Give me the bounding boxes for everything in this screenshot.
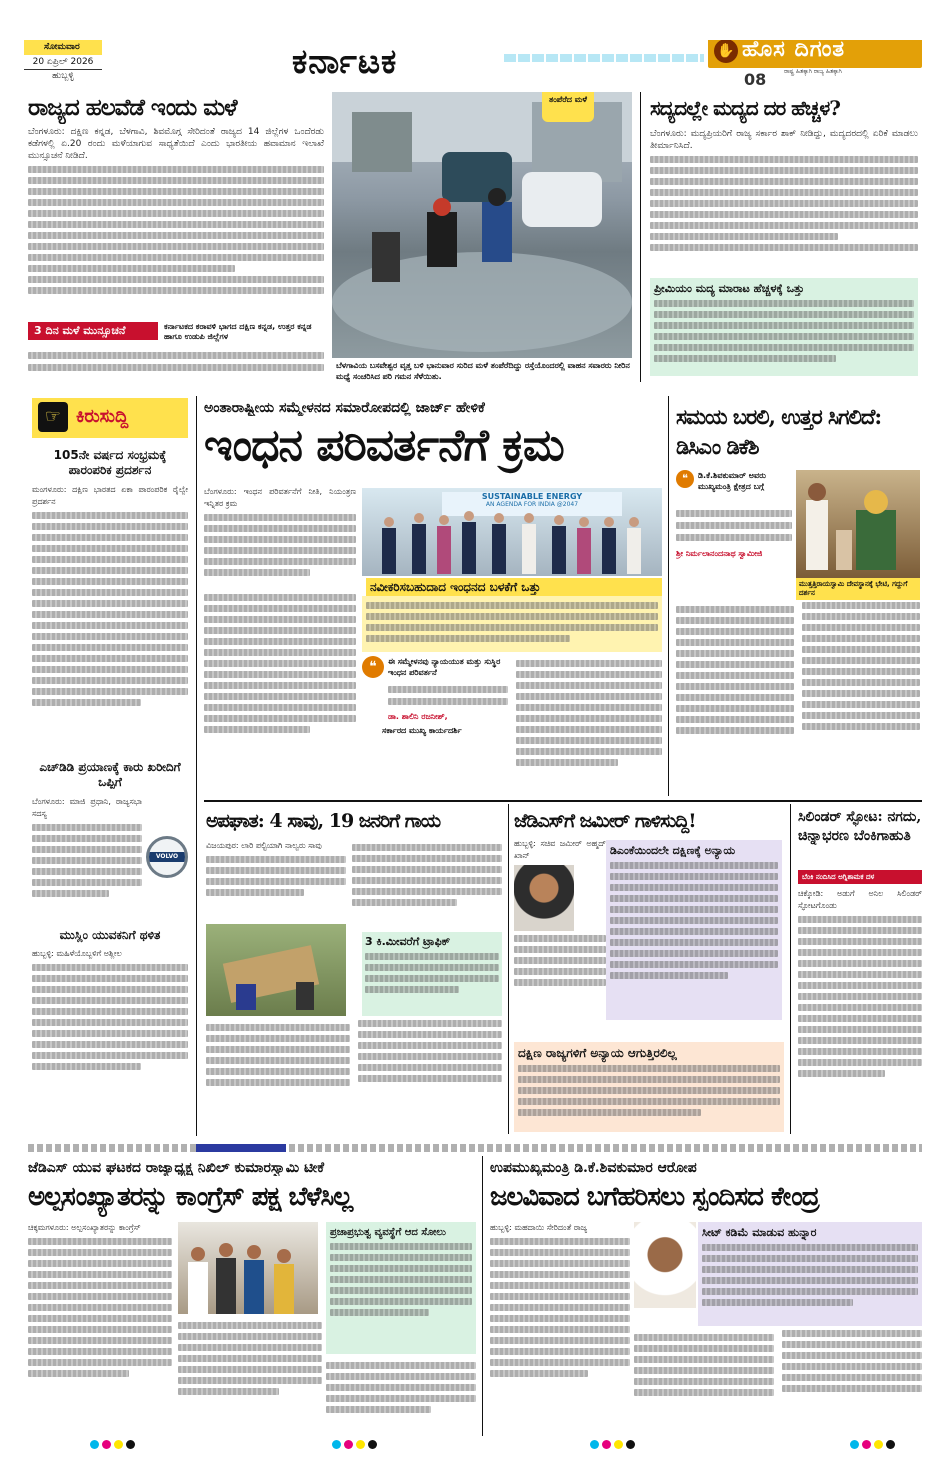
brand-tagline: ರಾಷ್ಟ್ರ ಹಿತಕ್ಕಾಗಿ ರಾಜ್ಯ ಹಿತಕ್ಕಾಗಿ <box>784 68 842 75</box>
congress-box-title: ಪ್ರಜಾಪ್ರಭುತ್ವ ವ್ಯವಸ್ಥೆಗೆ ಆದ ಸೋಲು <box>330 1227 446 1238</box>
col-divider <box>508 804 509 1134</box>
fuel-lead: ಬೆಂಗಳೂರು: ಇಂಧನ ಪರಿವರ್ತನೆಗೆ ನೀತಿ, ನಿಯಂತ್ರಣ ಇನ್ನಿತರ ಕ್ರಮ <box>204 487 356 508</box>
registration-marks <box>590 1440 635 1449</box>
jds-south-box <box>514 1042 784 1132</box>
liquor-sub: ಪ್ರೀಮಿಯಂ ಮದ್ಯ ಮಾರಾಟ ಹೆಚ್ಚಳಕ್ಕೆ ಒತ್ತು <box>654 282 805 295</box>
kirusuddi-h1: 105ನೇ ವರ್ಷದ ಸಂಭ್ರಮಕ್ಕೆ ಪಾರಂಪರಿಕ ಪ್ರದರ್ಶನ <box>53 448 167 477</box>
fuel-banner-line2: AN AGENDA FOR INDIA @2047 <box>485 501 579 508</box>
cylinder-lead: ಚಿಕ್ಕೋಡಿ: ಅಡುಗೆ ಅನಿಲ ಸಿಲಿಂಡರ್ ಸ್ಫೋಟಗೊಂಡು <box>798 889 922 910</box>
water-bottom <box>634 1330 922 1434</box>
accident-lead: ವಿಜಯಪುರ: ಲಾರಿ ಪಲ್ಟಿಯಾಗಿ ನಾಲ್ವರು ಸಾವು <box>206 841 322 850</box>
congress-box <box>326 1222 476 1354</box>
water-left <box>490 1222 630 1434</box>
registration-marks <box>850 1440 895 1449</box>
jds-box <box>606 840 782 1020</box>
registration-marks <box>90 1440 135 1449</box>
water-headline: ಜಲವಿವಾದ ಬಗೆಹರಿಸಲು ಸ್ಪಂದಿಸದ ಕೇಂದ್ರ <box>490 1182 819 1212</box>
jds-south: ದಕ್ಷಿಣ ರಾಜ್ಯಗಳಿಗೆ ಅನ್ಯಾಯ ಆಗುತ್ತಿರಲಿಲ್ಲ <box>518 1046 677 1060</box>
fuel-left-col <box>204 486 356 586</box>
brand-name: ಹೊಸ ದಿಗಂತ <box>742 40 846 62</box>
water-lead: ಹುಬ್ಬಳ್ಳಿ: ಮಹದಾಯಿ ಸೇರಿದಂತೆ ರಾಜ್ಯ <box>490 1223 588 1232</box>
jds-headline: ಜೆಡಿಎಸ್‌ಗೆ ಜಮೀರ್ ಗಾಳಿಸುದ್ದಿ! <box>514 810 696 832</box>
dcm-quote-box <box>676 470 792 596</box>
accident-photo <box>206 924 346 1016</box>
dcm-quote: ಡಿ.ಕೆ.ಶಿವಕುಮಾರ್ ಅವರು ಮುಖ್ಯಮಂತ್ರಿ ಕ್ಷೇತ್ರದ ಬಗ್ಗೆ <box>698 471 766 491</box>
dcm-photo <box>796 470 920 580</box>
accident-traffic: 3 ಕಿ.ಮೀವರೆಗೆ ಟ್ರಾಫಿಕ್ <box>365 935 451 948</box>
section-title: ಕರ್ನಾಟಕ <box>292 42 398 82</box>
bottom-separator <box>28 1144 922 1152</box>
fuel-quote-box <box>362 656 510 746</box>
accident-col <box>352 840 502 930</box>
col-divider <box>668 396 669 796</box>
section-rule <box>204 800 922 802</box>
kirusuddi-h1-lead: ಮಂಗಳೂರು: ದಕ್ಷಿಣ ಭಾರತದ ಏಕಾ ಪಾರಂಪರಿಕ ರೈಲ್ವೇ ಪ್ರದರ್ಶನ <box>32 485 188 506</box>
congress-lead: ಚಿಕ್ಕಮಗಳೂರು: ಅಲ್ಪಸಂಖ್ಯಾತರನ್ನು ಕಾಂಗ್ರೆಸ್ <box>28 1223 141 1232</box>
congress-mid <box>178 1318 322 1434</box>
rain-alert-label: 3 ದಿನ ಮಳೆ ಮುನ್ಸೂಚನೆ <box>28 322 158 340</box>
kirusuddi-h2: ಎಚ್‌ಡಿಡಿ ಪ್ರಯಾಣಕ್ಕೆ ಕಾರು ಖರೀದಿಗೆ ಒಪ್ಪಿಗೆ <box>39 760 181 789</box>
kirusuddi-label <box>32 398 188 438</box>
accident-headline: ಅಪಘಾತ: 4 ಸಾವು, 19 ಜನರಿಗೆ ಗಾಯ <box>206 810 441 832</box>
kirusuddi-body3 <box>32 948 188 1134</box>
congress-photo <box>178 1222 318 1314</box>
accident-photo-illustration <box>206 924 346 1016</box>
rain-photo-tag: ತಂಪೆರೆದ ಮಳೆ <box>542 92 594 122</box>
cylinder-body <box>798 888 922 1132</box>
masthead <box>24 40 922 92</box>
fuel-col2 <box>204 590 356 796</box>
quote-icon: ❝ <box>362 656 384 678</box>
fuel-col3 <box>516 656 662 796</box>
date-block <box>24 40 102 88</box>
liquor-lead: ಬೆಂಗಳೂರು: ಮದ್ಯಪ್ರಿಯರಿಗೆ ರಾಜ್ಯ ಸರ್ಕಾರ ಶಾಕ್ ನೀಡಿದ್ದು, ಮದ್ಯದರದಲ್ಲಿ ಏರಿಕೆ ಮಾಡಲು ತೀರ್ಮಾನಿಸಿದೆ. <box>650 129 918 151</box>
water-box-title: ಸೀಟ್ ಕಡಿಮೆ ಮಾಡುವ ಹುನ್ನಾರ <box>702 1226 817 1239</box>
registration-marks <box>332 1440 377 1449</box>
cylinder-headline: ಸಿಲಿಂಡರ್ ಸ್ಫೋಟ: ನಗದು, ಚಿನ್ನಾಭರಣ ಬೆಂಕಿಗಾಹುತಿ <box>798 809 922 844</box>
fuel-headline: ಇಂಧನ ಪರಿವರ್ತನೆಗೆ ಕ್ರಮ <box>204 420 564 471</box>
liquor-subbox <box>650 278 918 376</box>
fuel-kicker: ಅಂತಾರಾಷ್ಟ್ರೀಯ ಸಮ್ಮೇಳನದ ಸಮಾರೋಪದಲ್ಲಿ ಜಾರ್ಜ್ ಹೇಳಿಕೆ <box>204 400 485 416</box>
day-label: ಸೋಮವಾರ <box>24 40 102 55</box>
brand-icon: ✋ <box>714 40 738 63</box>
fuel-photo <box>362 488 662 576</box>
quote-icon: ❝ <box>676 470 694 488</box>
accident-traffic-box <box>362 932 502 1016</box>
jds-lead: ಹುಬ್ಬಳ್ಳಿ: ಸಚಿವ ಜಮೀರ್ ಅಹ್ಮದ್ ಖಾನ್ <box>514 839 606 860</box>
congress-headline: ಅಲ್ಪಸಂಖ್ಯಾತರನ್ನು ಕಾಂಗ್ರೆಸ್ ಪಕ್ಷ ಬೆಳೆಸಿಲ್ಲ <box>28 1182 353 1212</box>
rain-photo <box>332 92 632 358</box>
header-stripe <box>504 54 704 62</box>
date-label: 20 ಏಪ್ರಿಲ್ 2026 <box>32 57 94 67</box>
congress-photo-illustration <box>178 1222 318 1314</box>
fuel-quote-role: ಸರ್ಕಾರದ ಮುಖ್ಯ ಕಾರ್ಯದರ್ಶಿ <box>382 726 462 735</box>
kirusuddi-text: ಕಿರುಸುದ್ದಿ <box>76 406 129 427</box>
dcm-photo-illustration <box>796 470 920 580</box>
liquor-body <box>650 128 918 278</box>
rain-headline: ರಾಜ್ಯದ ಹಲವೆಡೆ ಇಂದು ಮಳೆ <box>28 94 237 121</box>
dcm-photo-caption: ಮುತ್ತತ್ತಿರಾಯಸ್ವಾಮಿ ದೇವಸ್ಥಾನಕ್ಕೆ ಭೇಟಿ, ಗದ್ದುಗೆ ದರ್ಶನ <box>796 578 920 600</box>
col-divider <box>196 396 197 1136</box>
accident-left <box>206 840 346 920</box>
kirusuddi-body1 <box>32 484 188 780</box>
water-box <box>698 1222 922 1326</box>
rain-photo-caption: ಬೆಳಗಾವಿಯ ಬಸವೇಶ್ವರ ವೃತ್ತ ಬಳಿ ಭಾನುವಾರ ಸುರಿದ ಮಳೆ ತಂಪೆರೆದಿದ್ದು ರಸ್ತೆಯೊಂದರಲ್ಲಿ ವಾಹನ ಸವಾರರು ನೀರಿನ ಮಧ್ಯೆ ಸಂಚರಿಸಿದ ಪರಿ ಗಮನ ಸೆಳೆಯಿತು. <box>336 361 630 381</box>
kirusuddi-h3: ಮುಸ್ಲಿಂ ಯುವಕನಿಗೆ ಥಳಿತ <box>59 928 161 942</box>
jds-left <box>514 838 606 1018</box>
fuel-banner-line1: SUSTAINABLE ENERGY <box>481 492 583 501</box>
bottom-separator-accent <box>196 1144 286 1152</box>
liquor-headline: ಸದ್ಯದಲ್ಲೇ ಮದ್ಯದ ದರ ಹೆಚ್ಚಳ? <box>650 96 841 120</box>
rain-alert-box <box>28 322 324 380</box>
water-kicker: ಉಪಮುಖ್ಯಮಂತ್ರಿ ಡಿ.ಕೆ.ಶಿವಕುಮಾರ ಆರೋಪ <box>490 1160 697 1176</box>
fuel-quote-by: ಡಾ. ಶಾಲಿನಿ ರಜನೀಶ್, <box>388 712 448 721</box>
accident-bottom <box>206 1020 502 1132</box>
cylinder-tag: ಬೆಂಕಿ ನಂದಿಸಿದ ಅಗ್ನಿಶಾಮಕ ದಳ <box>798 870 922 884</box>
fuel-photo-people <box>362 488 662 576</box>
dcm-quote-by: ಶ್ರೀ ನಿರ್ಮಲಾನಂದನಾಥ ಸ್ವಾಮೀಜಿ <box>676 549 763 558</box>
congress-right <box>326 1358 476 1434</box>
rain-lead: ಬೆಂಗಳೂರು: ದಕ್ಷಿಣ ಕನ್ನಡ, ಬೆಳಗಾವಿ, ಶಿವಮೊಗ್ಗ ಸೇರಿದಂತೆ ರಾಜ್ಯದ 14 ಜಿಲ್ಲೆಗಳ ಒಂದೆರಡು ಕಡೆಗಳಲ್ಲಿ ಏ.20 ರಂದು ಮಳೆಯಾಗುವ ಸಾಧ್ಯತೆಯಿದೆ ಎಂದು ಭಾರತೀಯ ಹವಾಮಾನ ಇಲಾಖೆ ಮುನ್ಸೂಚನೆ ನೀಡಿದೆ. <box>28 127 324 161</box>
city-label: ಹುಬ್ಬಳ್ಳಿ <box>24 69 102 83</box>
rain-alert-text: ಕರ್ನಾಟಕದ ಕರಾವಳಿ ಭಾಗದ ದಕ್ಷಿಣ ಕನ್ನಡ, ಉತ್ತರ ಕನ್ನಡ ಹಾಗೂ ಉಡುಪಿ ಜಿಲ್ಲೆಗಳ <box>164 322 312 341</box>
kirusuddi-h3-lead: ಹುಬ್ಬಳ್ಳಿ: ಮಹಿಳೆಯೊಬ್ಬಳಿಗೆ ಅಶ್ಲೀಲ <box>32 949 122 958</box>
fuel-subbody <box>362 596 662 652</box>
volvo-text: VOLVO <box>149 852 185 862</box>
col-divider <box>640 92 641 382</box>
kirusuddi-body2 <box>32 796 142 922</box>
jds-box-title: ಡಿಎಂಕೆಯಿಂದಲೇ ದಕ್ಷಿಣಕ್ಕೆ ಅನ್ಯಾಯ <box>610 844 736 857</box>
jds-portrait <box>514 865 574 931</box>
fuel-sub: ನವೀಕರಿಸಬಹುದಾದ ಇಂಧನದ ಬಳಕೆಗೆ ಒತ್ತು <box>366 578 662 597</box>
col-divider <box>482 1156 483 1436</box>
dcm-body <box>676 602 920 794</box>
kirusuddi-h2-lead: ಬೆಂಗಳೂರು: ಮಾಜಿ ಪ್ರಧಾನಿ, ರಾಜ್ಯಸಭಾ ಸದಸ್ಯ <box>32 797 142 818</box>
dcm-headline: ಸಮಯ ಬರಲಿ, ಉತ್ತರ ಸಿಗಲಿದೆ: ಡಿಸಿಎಂ ಡಿಕೆಶಿ <box>676 404 882 459</box>
brand-logo <box>708 40 922 68</box>
volvo-logo <box>146 836 188 878</box>
kirusuddi-icon: ☞ <box>38 402 68 432</box>
congress-kicker: ಜೆಡಿಎಸ್ ಯುವ ಘಟಕದ ರಾಜ್ಯಾಧ್ಯಕ್ಷ ನಿಖಿಲ್ ಕುಮಾರಸ್ವಾಮಿ ಟೀಕೆ <box>28 1160 325 1176</box>
rain-body <box>28 126 324 322</box>
water-portrait <box>634 1222 696 1308</box>
page-number: 08 <box>744 70 767 89</box>
rain-photo-illustration <box>332 92 632 358</box>
fuel-quote: ಈ ಸಮ್ಮೇಳನವು ನ್ಯಾಯಯುತ ಮತ್ತು ಸುಸ್ಥಿರ ಇಂಧನ ಪರಿವರ್ತನೆ <box>388 657 501 677</box>
col-divider <box>790 804 791 1134</box>
congress-left <box>28 1222 172 1434</box>
